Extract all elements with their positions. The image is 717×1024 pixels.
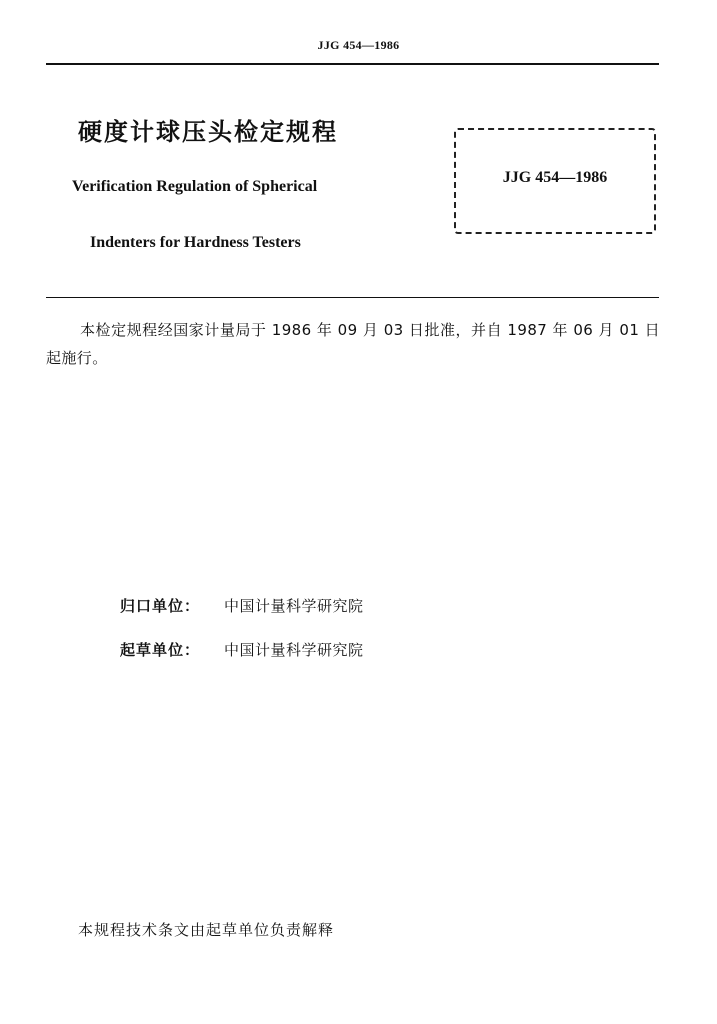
middle-divider <box>46 297 659 298</box>
standard-code-box <box>454 128 656 234</box>
approval-statement: 本检定规程经国家计量局于 1986 年 09 月 03 日批准，并自 1987 年 06 月 01 日起施行。 <box>46 321 660 367</box>
title-english-line1: Verification Regulation of Spherical <box>72 178 318 195</box>
standard-code-box-label: JJG 454—1986 <box>502 169 608 186</box>
drafting-unit-value: 中国计量科学研究院 <box>224 641 364 659</box>
header-standard-code: JJG 454—1986 <box>317 38 400 52</box>
interpretation-note: 本规程技术条文由起草单位负责解释 <box>78 921 335 939</box>
responsible-unit-label: 归口单位： <box>120 597 201 615</box>
top-divider <box>46 63 659 65</box>
drafting-unit-row <box>120 639 364 660</box>
drafting-unit-label: 起草单位： <box>120 641 201 659</box>
title-chinese: 硬度计球压头检定规程 <box>78 118 338 146</box>
title-english-line2: Indenters for Hardness Testers <box>90 234 301 251</box>
responsible-unit-value: 中国计量科学研究院 <box>224 597 364 615</box>
responsible-unit-row <box>120 595 364 616</box>
